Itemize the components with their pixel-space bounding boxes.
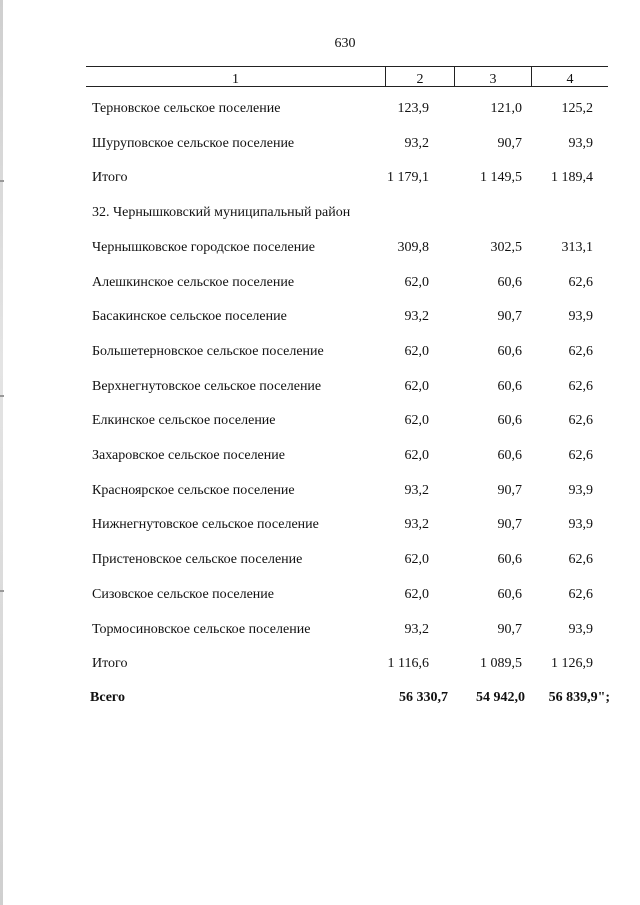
row-value-col2: 1 179,1	[387, 170, 429, 185]
table-header-top-rule	[86, 66, 608, 67]
row-value-col4: 62,6	[568, 448, 593, 463]
row-value-col3: 90,7	[497, 136, 522, 151]
table-row	[0, 517, 640, 537]
row-label: Елкинское сельское поселение	[92, 413, 276, 428]
table-row	[0, 413, 640, 433]
row-value-col2: 309,8	[397, 240, 429, 255]
row-value-col3: 60,6	[497, 448, 522, 463]
row-label: Алешкинское сельское поселение	[92, 275, 295, 290]
row-value-col2: 93,2	[404, 622, 429, 637]
row-value-col4: 62,6	[568, 413, 593, 428]
table-row	[0, 205, 640, 225]
table-row	[0, 344, 640, 364]
table-row	[0, 483, 640, 503]
row-value-col3: 60,6	[497, 552, 522, 567]
total-label: Всего	[90, 690, 125, 705]
row-value-col4: 1 189,4	[551, 170, 593, 185]
row-value-col2: 93,2	[404, 309, 429, 324]
table-row	[0, 240, 640, 260]
row-value-col4: 62,6	[568, 344, 593, 359]
row-value-col4: 1 126,9	[551, 656, 593, 671]
row-label: Нижнегнутовское сельское поселение	[92, 517, 319, 532]
row-value-col2: 62,0	[404, 413, 429, 428]
row-value-col3: 90,7	[497, 309, 522, 324]
row-value-col2: 123,9	[397, 101, 429, 116]
row-value-col2: 62,0	[404, 379, 429, 394]
row-value-col3: 60,6	[497, 344, 522, 359]
row-value-col4: 125,2	[561, 101, 593, 116]
row-value-col3: 1 149,5	[480, 170, 522, 185]
table-row	[0, 379, 640, 399]
row-label: Чернышковское городское поселение	[92, 240, 315, 255]
column-header-1: 1	[232, 72, 239, 87]
row-value-col2: 62,0	[404, 587, 429, 602]
row-value-col2: 93,2	[404, 517, 429, 532]
row-value-col4: 93,9	[568, 517, 593, 532]
row-value-col4: 93,9	[568, 622, 593, 637]
column-header-3: 3	[489, 72, 497, 87]
row-value-col2: 62,0	[404, 448, 429, 463]
row-value-col2: 62,0	[404, 275, 429, 290]
row-value-col4: 62,6	[568, 587, 593, 602]
table-row	[0, 170, 640, 190]
row-value-col4: 62,6	[568, 552, 593, 567]
total-value-col2: 56 330,7	[399, 690, 448, 705]
row-label: Терновское сельское поселение	[92, 101, 281, 116]
row-value-col3: 90,7	[497, 622, 522, 637]
row-value-col4: 62,6	[568, 275, 593, 290]
row-label: Басакинское сельское поселение	[92, 309, 287, 324]
row-label: Тормосиновское сельское поселение	[92, 622, 311, 637]
column-header-2: 2	[416, 72, 424, 87]
table-row	[0, 656, 640, 676]
table-row	[0, 622, 640, 642]
row-label: Пристеновское сельское поселение	[92, 552, 303, 567]
row-label: Верхнегнутовское сельское поселение	[92, 379, 322, 394]
row-value-col3: 90,7	[497, 517, 522, 532]
row-label: Захаровское сельское поселение	[92, 448, 285, 463]
total-value-col3: 54 942,0	[476, 690, 525, 705]
row-value-col2: 93,2	[404, 136, 429, 151]
row-value-col3: 1 089,5	[480, 656, 522, 671]
row-value-col3: 60,6	[497, 413, 522, 428]
column-header-4: 4	[566, 72, 574, 87]
row-value-col2: 62,0	[404, 552, 429, 567]
row-value-col2: 93,2	[404, 483, 429, 498]
row-label: Итого	[92, 170, 128, 185]
row-value-col3: 121,0	[490, 101, 522, 116]
row-value-col4: 62,6	[568, 379, 593, 394]
row-value-col4: 93,9	[568, 483, 593, 498]
row-value-col2: 1 116,6	[387, 656, 429, 671]
table-row	[0, 101, 640, 121]
row-value-col3: 60,6	[497, 379, 522, 394]
row-value-col3: 90,7	[497, 483, 522, 498]
row-value-col3: 60,6	[497, 275, 522, 290]
row-value-col3: 302,5	[490, 240, 522, 255]
table-row	[0, 448, 640, 468]
row-label: Красноярское сельское поселение	[92, 483, 295, 498]
row-label: Сизовское сельское поселение	[92, 587, 274, 602]
page-number: 630	[334, 36, 356, 51]
total-value-col4: 56 839,9";	[548, 690, 610, 705]
row-label: Итого	[92, 656, 128, 671]
row-value-col3: 60,6	[497, 587, 522, 602]
row-label: Шуруповское сельское поселение	[92, 136, 295, 151]
row-label: 32. Чернышковский муниципальный район	[92, 205, 351, 220]
table-row	[0, 275, 640, 295]
table-row	[0, 587, 640, 607]
table-row	[0, 552, 640, 572]
row-value-col4: 313,1	[561, 240, 593, 255]
table-row	[0, 136, 640, 156]
row-label: Большетерновское сельское поселение	[92, 344, 324, 359]
row-value-col4: 93,9	[568, 136, 593, 151]
row-value-col4: 93,9	[568, 309, 593, 324]
row-value-col2: 62,0	[404, 344, 429, 359]
total-row	[0, 690, 640, 710]
table-row	[0, 309, 640, 329]
